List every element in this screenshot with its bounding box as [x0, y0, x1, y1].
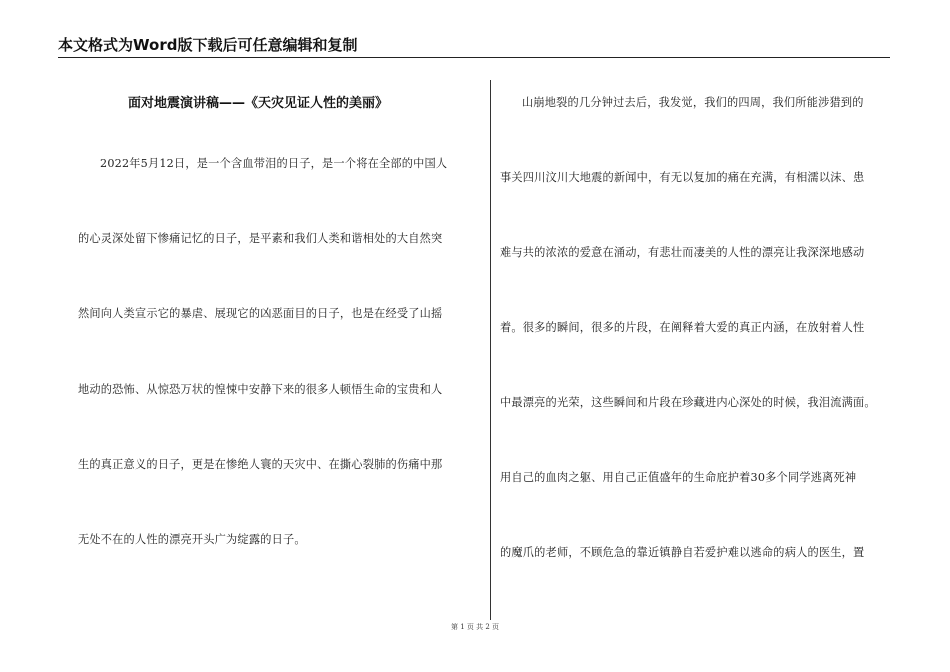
- banner-rule: [58, 57, 890, 58]
- paragraph-line: 难与共的浓浓的爱意在涌动，有悲壮而凄美的人性的漂亮让我深深地感动: [500, 246, 865, 259]
- paragraph-line: 无处不在的人性的漂亮开头广为绽露的日子。: [78, 533, 306, 546]
- paragraph-line: 用自己的血肉之躯、用自己正值盛年的生命庇护着30多个同学逃离死神: [500, 471, 857, 484]
- document-banner: 本文格式为Word版下载后可任意编辑和复制: [58, 36, 358, 54]
- page-number: 第 1 页 共 2 页: [450, 623, 500, 631]
- paragraph-line: 地动的恐怖、从惊恐万状的惶悚中安静下来的很多人顿悟生命的宝贵和人: [78, 383, 443, 396]
- paragraph-line: 然间向人类宣示它的暴虐、展现它的凶恶面目的日子，也是在经受了山摇: [78, 307, 443, 320]
- paragraph-line: 生的真正意义的日子，更是在惨绝人寰的天灾中、在撕心裂肺的伤痛中那: [78, 458, 443, 471]
- paragraph-line: 的魔爪的老师，不顾危急的靠近镇静自若爱护难以逃命的病人的医生，置: [500, 546, 865, 559]
- speech-title: 面对地震演讲稿——《天灾见证人性的美丽》: [128, 96, 389, 111]
- paragraph-line: 着。很多的瞬间，很多的片段，在阐释着大爱的真正内涵，在放射着人性: [500, 321, 865, 334]
- paragraph-line: 中最漂亮的光荣，这些瞬间和片段在珍藏进内心深处的时候，我泪流满面。: [500, 396, 876, 409]
- paragraph-line: 的心灵深处留下惨痛记忆的日子，是平素和我们人类和谐相处的大自然突: [78, 232, 443, 245]
- paragraph-line: 事关四川汶川大地震的新闻中，有无以复加的痛在充满，有相濡以沫、患: [500, 171, 865, 184]
- column-divider: [490, 80, 491, 620]
- paragraph-line: 山崩地裂的几分钟过去后，我发觉，我们的四周，我们所能涉猎到的: [522, 96, 864, 109]
- paragraph-line: 2022年5月12日，是一个含血带泪的日子，是一个将在全部的中国人: [100, 157, 448, 170]
